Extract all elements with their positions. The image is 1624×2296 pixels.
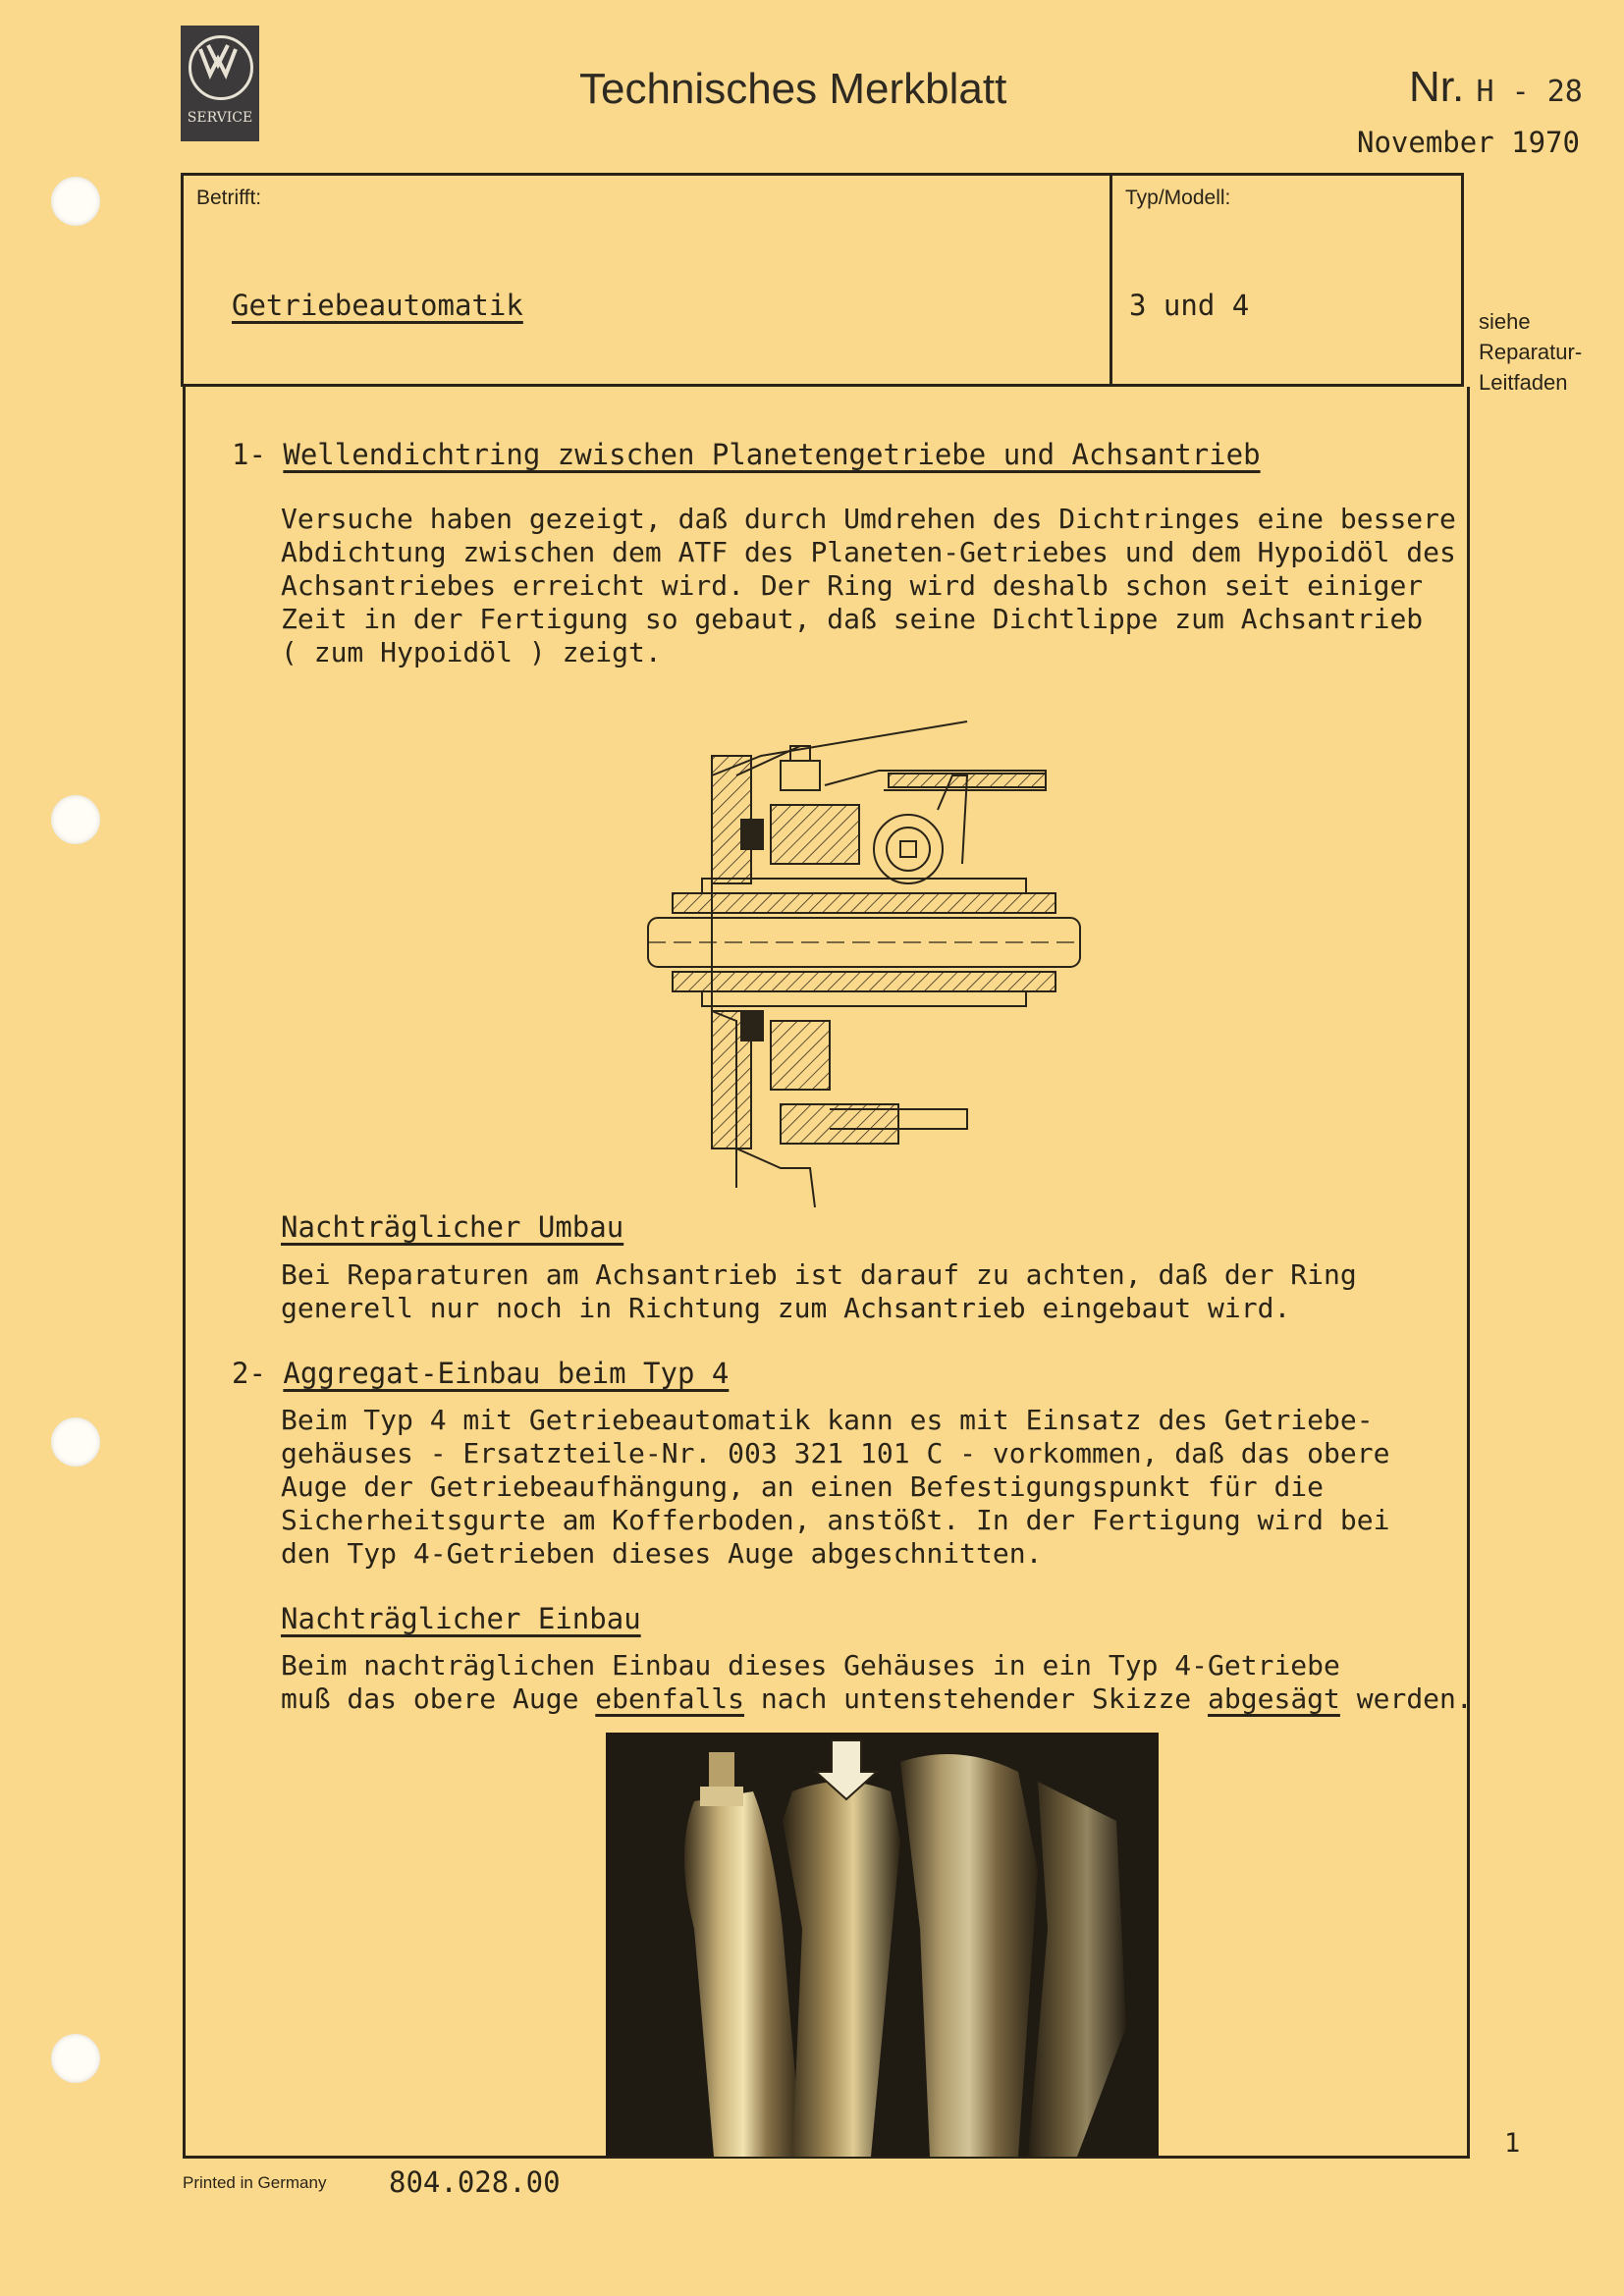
typ-value: 3 und 4 bbox=[1129, 289, 1250, 322]
section-2-title: Aggregat-Einbau beim Typ 4 bbox=[283, 1357, 730, 1390]
paragraph-line: den Typ 4-Getrieben dieses Auge abgeschnitten. bbox=[281, 1537, 1043, 1570]
paragraph-line: gehäuses - Ersatzteile-Nr. 003 321 101 C - vorkommen, daß das obere bbox=[281, 1437, 1390, 1469]
section-1-title: Wellendichtring zwischen Planetengetriebe und Achsantrieb bbox=[283, 438, 1261, 471]
paragraph-line: Auge der Getriebeaufhängung, an einen Befestigungspunkt für die bbox=[281, 1470, 1325, 1503]
info-box bbox=[181, 173, 1464, 387]
logo-service-text: SERVICE bbox=[187, 110, 253, 126]
document-date: November 1970 bbox=[1357, 126, 1580, 159]
punch-hole bbox=[51, 177, 100, 226]
vw-service-logo bbox=[181, 26, 259, 141]
section-2-subheading: Nachträglicher Einbau bbox=[281, 1602, 641, 1635]
paragraph-line: Abdichtung zwischen dem ATF des Planeten-Getriebes und dem Hypoidöl des bbox=[281, 536, 1456, 568]
section-1-heading bbox=[232, 438, 1261, 471]
vw-emblem-icon bbox=[189, 35, 253, 100]
section-1-paragraph bbox=[281, 503, 1479, 669]
paragraph-line bbox=[281, 1682, 1479, 1716]
content-frame-left bbox=[183, 387, 186, 2158]
side-note-line: Reparatur- bbox=[1479, 340, 1583, 364]
nr-label: Nr. bbox=[1409, 63, 1465, 111]
document-number bbox=[1409, 63, 1583, 112]
text-run-underlined: ebenfalls bbox=[595, 1682, 745, 1715]
text-run: muß das obere Auge bbox=[281, 1682, 596, 1715]
part-number: 804.028.00 bbox=[389, 2165, 561, 2199]
typ-label: Typ/Modell: bbox=[1125, 187, 1231, 209]
transmission-housing-photo bbox=[606, 1733, 1159, 2157]
section-2-paragraph bbox=[281, 1404, 1479, 1571]
paragraph-line: Achsantriebes erreicht wird. Der Ring wird deshalb schon seit einiger bbox=[281, 569, 1424, 602]
betrifft-label: Betrifft: bbox=[196, 187, 262, 209]
paragraph-line: Zeit in der Fertigung so gebaut, daß seine Dichtlippe zum Achsantrieb bbox=[281, 603, 1424, 635]
betrifft-value: Getriebeautomatik bbox=[232, 289, 523, 322]
paragraph-line: Sicherheitsgurte am Kofferboden, anstößt. In der Fertigung wird bei bbox=[281, 1504, 1390, 1536]
printed-in-germany: Printed in Germany bbox=[183, 2173, 327, 2192]
side-note-line: siehe bbox=[1479, 309, 1531, 334]
punch-hole bbox=[51, 2034, 100, 2083]
side-note bbox=[1479, 306, 1582, 398]
text-run: nach untenstehender Skizze bbox=[744, 1682, 1209, 1715]
paragraph-line: Versuche haben gezeigt, daß durch Umdrehen des Dichtringes eine bessere bbox=[281, 503, 1456, 535]
paragraph-line: generell nur noch in Richtung zum Achsantrieb eingebaut wird. bbox=[281, 1292, 1291, 1324]
text-run-underlined: abgesägt bbox=[1208, 1682, 1340, 1715]
document-title: Technisches Merkblatt bbox=[579, 65, 1007, 113]
info-box-divider bbox=[1110, 173, 1112, 387]
page-number: 1 bbox=[1504, 2128, 1521, 2159]
section-1-subheading: Nachträglicher Umbau bbox=[281, 1210, 624, 1244]
punch-hole bbox=[51, 795, 100, 844]
punch-hole bbox=[51, 1417, 100, 1467]
section-2-heading bbox=[232, 1357, 729, 1390]
side-note-line: Leitfaden bbox=[1479, 370, 1568, 395]
section-2-sub-paragraph bbox=[281, 1649, 1479, 1716]
nr-value: H - 28 bbox=[1476, 75, 1583, 109]
section-2-number: 2- bbox=[232, 1357, 266, 1390]
paragraph-line: ( zum Hypoidöl ) zeigt. bbox=[281, 636, 662, 668]
paragraph-line: Beim nachträglichen Einbau dieses Gehäuses in ein Typ 4-Getriebe bbox=[281, 1649, 1340, 1682]
paragraph-line: Beim Typ 4 mit Getriebeautomatik kann es mit Einsatz des Getriebe- bbox=[281, 1404, 1374, 1436]
section-1-number: 1- bbox=[232, 438, 266, 471]
section-1-sub-paragraph bbox=[281, 1258, 1479, 1325]
text-run: werden. bbox=[1339, 1682, 1473, 1715]
seal-cross-section-drawing bbox=[643, 717, 1085, 1207]
paragraph-line: Bei Reparaturen am Achsantrieb ist darauf zu achten, daß der Ring bbox=[281, 1258, 1357, 1291]
